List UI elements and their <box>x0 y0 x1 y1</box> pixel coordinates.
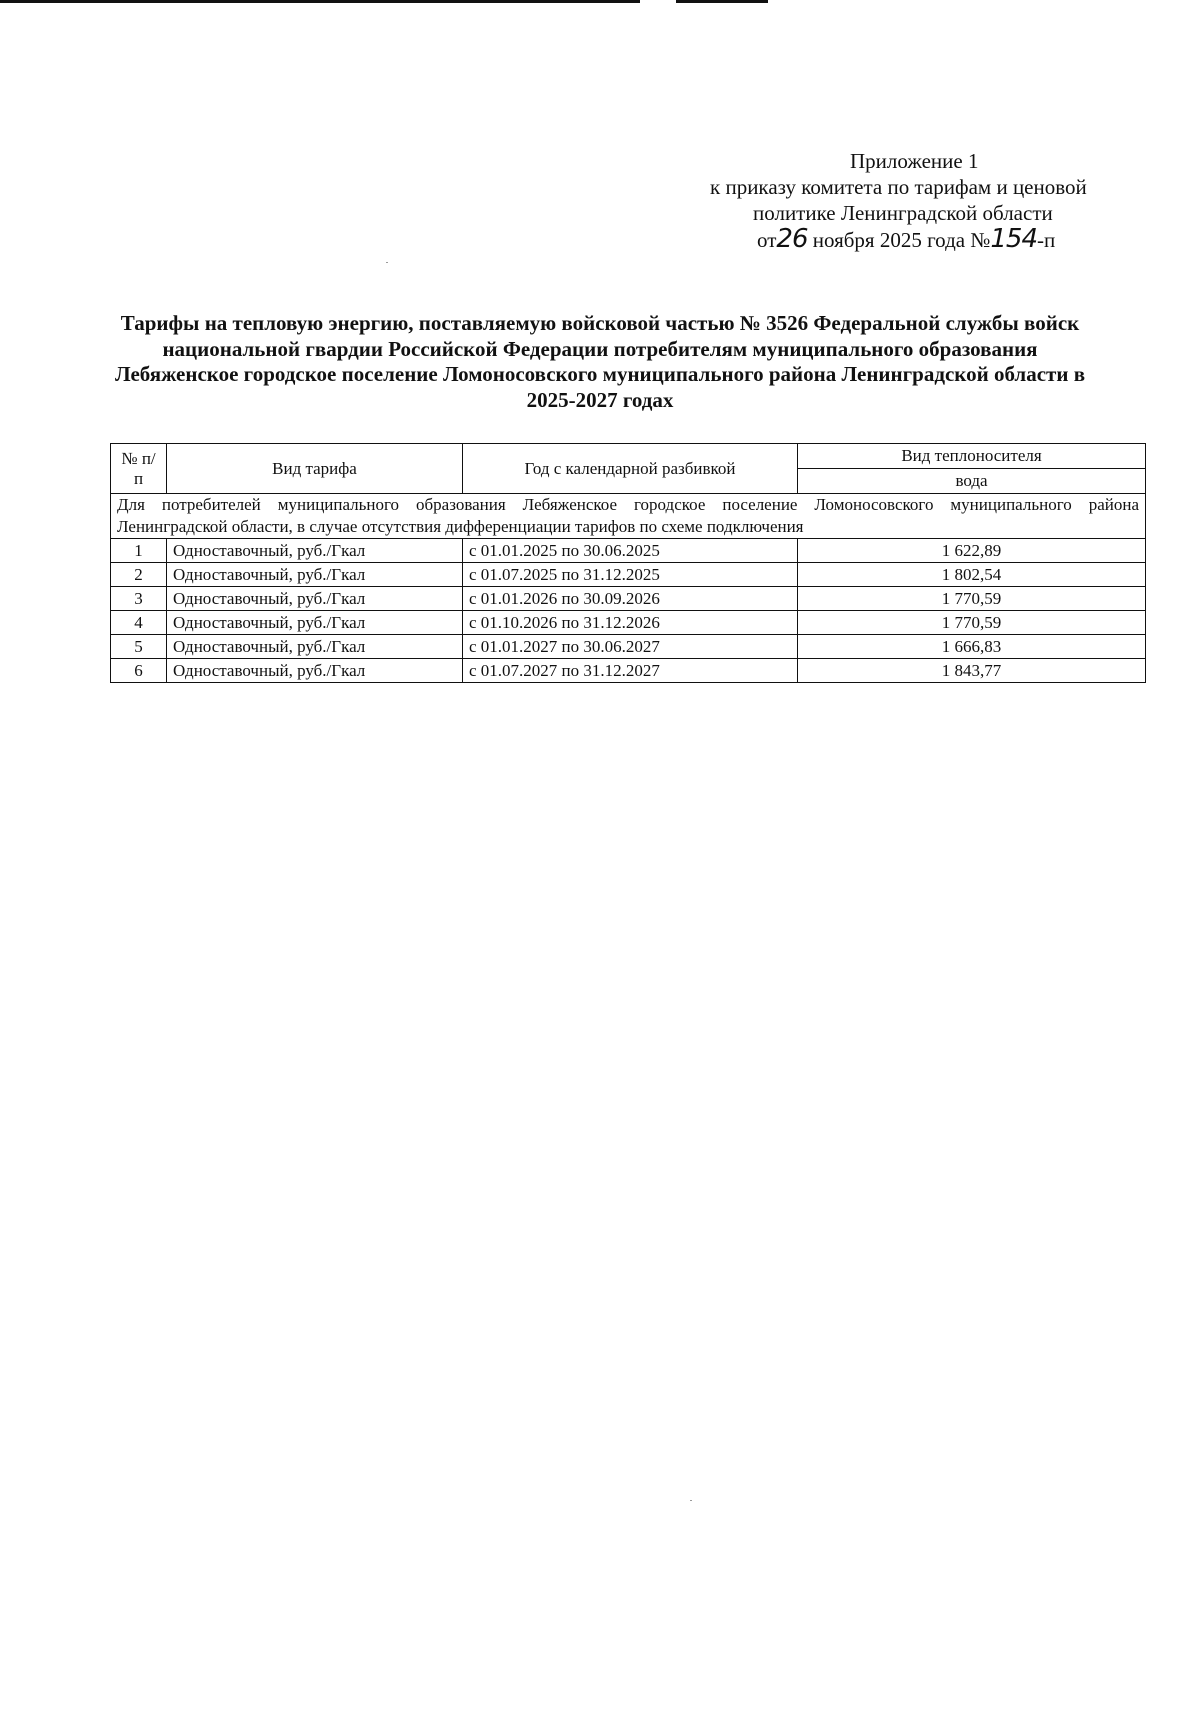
group-label: Для потребителей муниципального образования Лебяженское городское поселение Ломоносовского муниципального района Ленинградской области, в случае отсутствия дифференциации тарифов по схеме подключения <box>111 494 1146 539</box>
header-period: Год с календарной разбивкой <box>463 444 798 494</box>
row-number: 4 <box>111 611 167 635</box>
appendix-date-middle: ноября 2025 года № <box>812 228 991 252</box>
appendix-date-prefix: от <box>757 228 777 252</box>
appendix-date-suffix: -п <box>1037 228 1056 252</box>
row-value: 1 666,83 <box>798 635 1146 659</box>
header-tariff-type: Вид тарифа <box>167 444 463 494</box>
table-group-row <box>111 494 1146 539</box>
row-value: 1 770,59 <box>798 587 1146 611</box>
row-tariff-type: Одноставочный, руб./Гкал <box>167 659 463 683</box>
appendix-line-2: к приказу комитета по тарифам и ценовой <box>710 175 1087 199</box>
table-row <box>111 611 1146 635</box>
row-value: 1 802,54 <box>798 563 1146 587</box>
row-number: 5 <box>111 635 167 659</box>
row-period: с 01.07.2027 по 31.12.2027 <box>463 659 798 683</box>
table-row <box>111 587 1146 611</box>
appendix-line-3: политике Ленинградской области <box>753 201 1053 225</box>
row-period: с 01.10.2026 по 31.12.2026 <box>463 611 798 635</box>
table-row <box>111 635 1146 659</box>
table-header-row <box>111 444 1146 469</box>
row-value: 1 622,89 <box>798 539 1146 563</box>
row-period: с 01.01.2026 по 30.09.2026 <box>463 587 798 611</box>
row-tariff-type: Одноставочный, руб./Гкал <box>167 563 463 587</box>
appendix-line-4 <box>690 226 1150 253</box>
header-coolant-water: вода <box>798 469 1146 494</box>
row-period: с 01.01.2025 по 30.06.2025 <box>463 539 798 563</box>
document-title: Тарифы на тепловую энергию, поставляемую войсковой частью № 3526 Федеральной службы войск национальной гвардии Российской Федерации потребителям муниципального образования Лебяженское городское поселение Ломоносовского муниципального района Ленинградской области в 2025-2027 годах <box>114 311 1086 412</box>
appendix-line-1: Приложение 1 <box>850 149 979 173</box>
table-row <box>111 563 1146 587</box>
scan-top-rule-right <box>676 0 768 3</box>
scan-top-rule-left <box>0 0 640 3</box>
table-row <box>111 539 1146 563</box>
handwritten-day: 26 <box>776 224 808 254</box>
appendix-block <box>690 148 1150 253</box>
row-tariff-type: Одноставочный, руб./Гкал <box>167 635 463 659</box>
row-value: 1 770,59 <box>798 611 1146 635</box>
row-number: 1 <box>111 539 167 563</box>
row-value: 1 843,77 <box>798 659 1146 683</box>
handwritten-order-number: 154 <box>990 224 1038 254</box>
row-tariff-type: Одноставочный, руб./Гкал <box>167 587 463 611</box>
scan-speck <box>386 262 388 263</box>
row-number: 2 <box>111 563 167 587</box>
row-tariff-type: Одноставочный, руб./Гкал <box>167 611 463 635</box>
scan-speck <box>690 1500 692 1501</box>
row-number: 6 <box>111 659 167 683</box>
row-period: с 01.07.2025 по 31.12.2025 <box>463 563 798 587</box>
row-number: 3 <box>111 587 167 611</box>
table-row <box>111 659 1146 683</box>
row-tariff-type: Одноставочный, руб./Гкал <box>167 539 463 563</box>
row-period: с 01.01.2027 по 30.06.2027 <box>463 635 798 659</box>
header-coolant-type: Вид теплоносителя <box>798 444 1146 469</box>
tariff-table <box>110 443 1146 683</box>
header-number: № п/п <box>111 444 167 494</box>
